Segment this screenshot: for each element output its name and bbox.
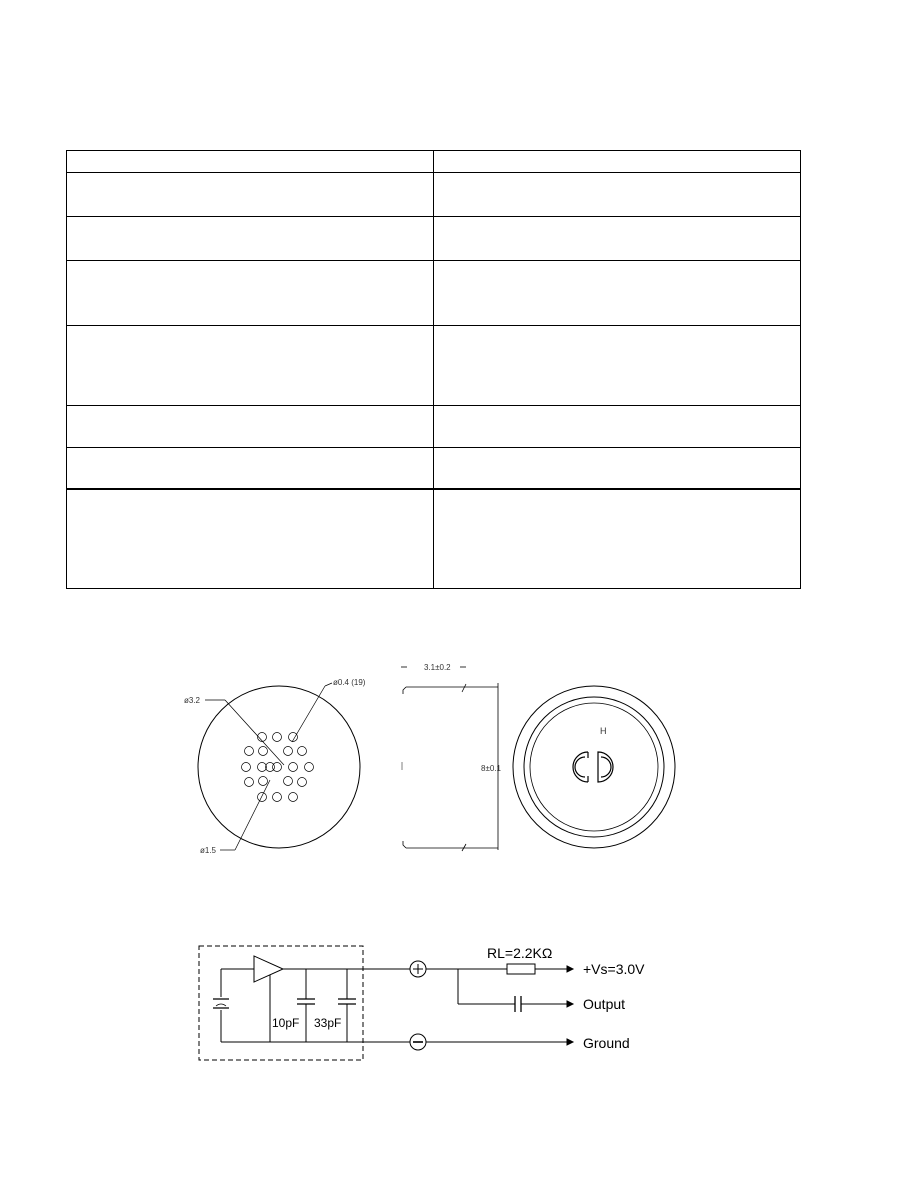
sound-hole (245, 747, 254, 756)
microphone-boundary (199, 946, 363, 1060)
load-resistor-icon (507, 964, 535, 974)
sound-hole (298, 778, 307, 787)
center-diameter-label: ø3.2 (184, 696, 201, 705)
sound-hole (245, 778, 254, 787)
sound-hole (284, 777, 293, 786)
sound-hole (258, 763, 267, 772)
hole-diameter-label: ø0.4 (19) (333, 678, 366, 687)
sound-hole (259, 747, 268, 756)
logo-mark: H (600, 726, 607, 736)
side-view (401, 663, 502, 851)
amplifier-icon (254, 956, 283, 982)
sound-hole (284, 747, 293, 756)
sound-holes (242, 733, 314, 802)
output-label: Output (583, 996, 626, 1012)
load-resistor-label: RL=2.2KΩ (487, 945, 553, 961)
sound-hole (242, 763, 251, 772)
edge-diameter-label: ø1.5 (200, 846, 217, 855)
ground-label: Ground (583, 1035, 630, 1051)
outer-diameter-label: 8±0.1 (481, 764, 501, 773)
sound-hole (258, 793, 267, 802)
front-view (184, 678, 366, 855)
sound-hole (305, 763, 314, 772)
sound-hole (289, 793, 298, 802)
sound-hole (273, 793, 282, 802)
height-label: 3.1±0.2 (424, 663, 451, 672)
back-view (513, 686, 675, 848)
sound-hole (266, 763, 275, 772)
cap1-label: 10pF (272, 1016, 300, 1030)
sound-hole (273, 763, 282, 772)
sound-hole (298, 747, 307, 756)
sound-hole (289, 763, 298, 772)
sound-hole (273, 733, 282, 742)
logo-icon (573, 752, 613, 782)
cap2-label: 33pF (314, 1016, 342, 1030)
circuit-diagram (199, 946, 573, 1060)
sound-hole (259, 777, 268, 786)
supply-label: +Vs=3.0V (583, 961, 645, 977)
